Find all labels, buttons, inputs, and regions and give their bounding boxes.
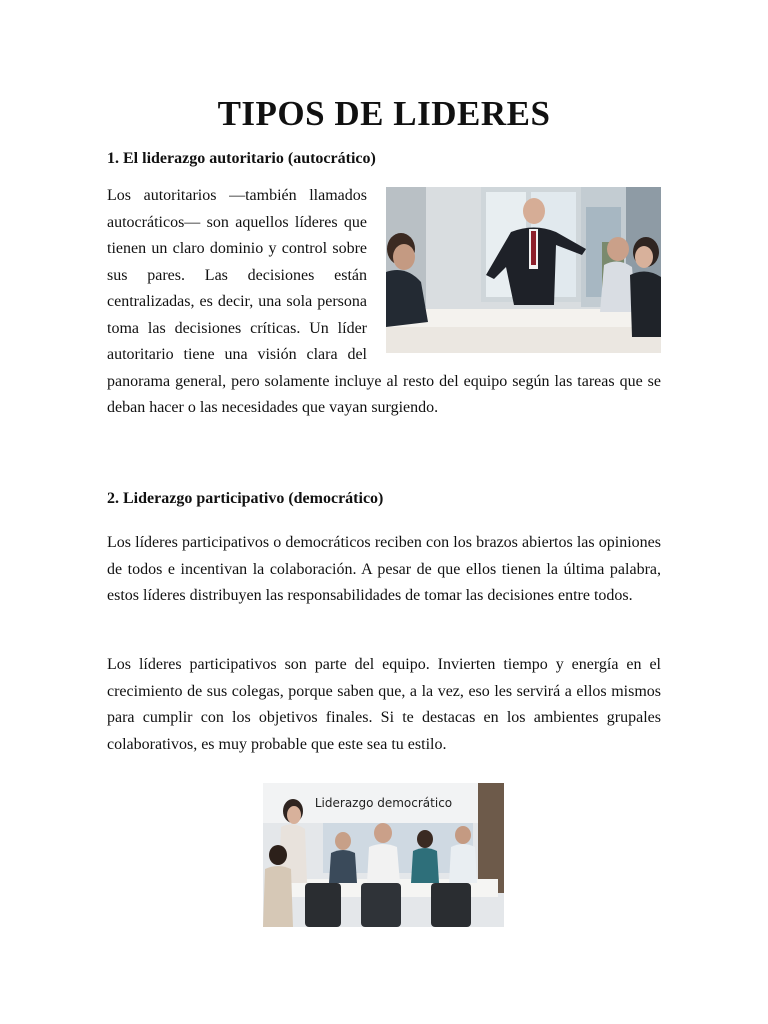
- democratic-paragraph-1: Los líderes participativos o democráticos reciben con los brazos abiertos las opiniones de todos e incentivan la colaboración. A pesar de que ellos tienen la última palabra, estos líderes distribuyen las responsabilidades de tomar las decisiones entre todos.: [107, 534, 661, 604]
- autocratic-paragraph: Los autoritarios —también llamados autocráticos— son aquellos líderes que tienen un claro dominio y control sobre sus pares. Las decisiones están centralizadas, es decir, una sola persona toma las decisiones críticas. Un líder autoritario tiene una visión clara del panorama general, pero solamente incluye al resto del equipo según las tareas que se deban hacer o las necesidades que vayan surgiendo.: [107, 187, 661, 416]
- section-heading-autocratic: 1. El liderazgo autoritario (autocrático): [107, 150, 376, 167]
- autocratic-meeting-photo: [386, 187, 661, 353]
- autocratic-photo-wrap: [379, 183, 661, 361]
- democratic-meeting-photo: [263, 783, 504, 927]
- section-body-autocratic: [107, 183, 661, 422]
- democratic-photo-caption: Liderazgo democrático: [314, 796, 453, 810]
- section-heading-democratic: 2. Liderazgo participativo (democrático): [107, 490, 384, 507]
- page-title: TIPOS DE LIDERES: [217, 94, 551, 133]
- democratic-paragraph-2: Los líderes participativos son parte del equipo. Invierten tiempo y energía en el crecimiento de sus colegas, porque saben que, a la vez, eso les servirá a ellos mismos para cumplir con los objetivos finales. Si te destacas en los ambientes grupales colaborativos, es muy probable que este sea tu estilo.: [107, 656, 661, 753]
